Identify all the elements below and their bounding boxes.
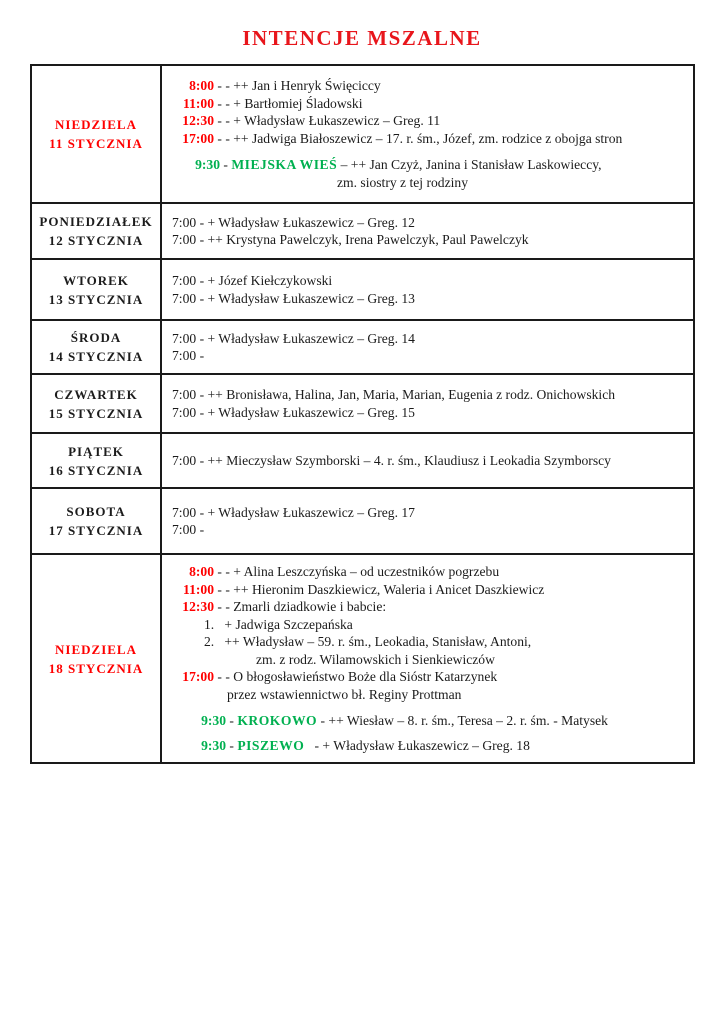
intention-line — [172, 272, 683, 290]
intention-line — [172, 330, 683, 348]
day-date: 14 STYCZNIA — [48, 349, 144, 364]
intention-text: 7:00 - + Józef Kiełczykowski — [172, 273, 333, 288]
time-separator: - — [226, 713, 238, 728]
intention-line — [172, 231, 683, 249]
intention-text: - + Alina Leszczyńska – od uczestników pogrzebu — [225, 564, 500, 579]
intention-line — [172, 156, 683, 174]
intention-text: 7:00 - — [172, 522, 205, 537]
blank-spacer — [172, 147, 683, 156]
day-cell — [32, 434, 162, 487]
intention-line — [172, 521, 683, 539]
intention-line — [172, 633, 683, 651]
intention-text: - + Bartłomiej Śladowski — [225, 95, 363, 111]
intention-text: - Zmarli dziadkowie i babcie: — [225, 599, 387, 614]
intention-line — [172, 347, 683, 365]
day-date: 12 STYCZNIA — [48, 233, 144, 248]
place-name: MIEJSKA WIEŚ — [231, 157, 338, 172]
intention-line — [172, 712, 683, 730]
day-cell — [32, 204, 162, 258]
table-row — [32, 375, 693, 434]
mass-time: 11:00 — [183, 581, 214, 597]
mass-time: 12:30 — [182, 599, 214, 614]
intention-text: 7:00 - + Władysław Łukaszewicz – Greg. 14 — [172, 330, 415, 346]
intention-text: 7:00 - — [172, 348, 205, 363]
mass-time: 9:30 — [201, 737, 226, 753]
intention-text: 7:00 - ++ Krystyna Pawelczyk, Irena Pawelczyk, Paul Pawelczyk — [172, 232, 529, 247]
day-name: PONIEDZIAŁEK — [39, 214, 153, 229]
blank-spacer — [172, 703, 683, 712]
intention-text: - ++ Jadwiga Białoszewicz – 17. r. śm., Józef, zm. rodzice z obojga stron — [225, 130, 623, 146]
day-cell — [32, 260, 162, 319]
mass-time: 8:00 — [189, 78, 214, 93]
day-name: WTOREK — [63, 272, 129, 288]
intention-line — [172, 290, 683, 308]
day-cell — [32, 321, 162, 373]
day-date: 17 STYCZNIA — [48, 523, 144, 538]
intention-line — [172, 686, 683, 704]
intention-text: 7:00 - ++ Bronisława, Halina, Jan, Maria, Marian, Eugenia z rodz. Onichowskich — [172, 387, 616, 402]
intention-text: - + Władysław Łukaszewicz – Greg. 11 — [225, 113, 441, 128]
intention-line — [172, 598, 683, 616]
time-separator: - — [220, 157, 232, 172]
intention-line — [172, 130, 683, 148]
mass-time: 8:00 — [189, 564, 214, 579]
day-name: NIEDZIELA — [55, 641, 137, 657]
mass-time: 17:00 — [182, 130, 214, 146]
time-separator: - — [214, 564, 226, 579]
time-separator: - — [214, 78, 226, 93]
intention-line — [172, 452, 683, 470]
table-row — [32, 260, 693, 321]
intention-line — [172, 737, 683, 755]
table-row — [32, 204, 693, 260]
intention-line — [172, 77, 683, 95]
day-cell — [32, 375, 162, 432]
day-name: PIĄTEK — [68, 443, 124, 459]
intentions-cell — [162, 204, 693, 258]
intentions-cell — [162, 489, 693, 553]
intentions-cell — [162, 66, 693, 202]
intention-line — [172, 214, 683, 232]
place-name: PISZEWO — [237, 737, 305, 753]
intention-text: - ++ Hieronim Daszkiewicz, Waleria i Anicet Daszkiewicz — [225, 581, 545, 597]
intention-line — [172, 174, 683, 192]
time-separator: - — [214, 581, 226, 597]
table-row — [32, 434, 693, 489]
intention-line — [172, 504, 683, 522]
intention-text: - + Władysław Łukaszewicz – Greg. 18 — [304, 737, 530, 753]
mass-time: 11:00 — [183, 95, 214, 111]
intention-text: przez wstawiennictwo bł. Reginy Prottman — [227, 686, 462, 702]
intention-text: - ++ Jan i Henryk Święciccy — [225, 78, 381, 93]
table-row — [32, 66, 693, 204]
place-name: KROKOWO — [237, 713, 318, 728]
time-separator: - — [226, 737, 238, 753]
mass-time: 17:00 — [182, 669, 214, 684]
intention-text: 7:00 - + Władysław Łukaszewicz – Greg. 17 — [172, 504, 415, 520]
day-date: 11 STYCZNIA — [49, 136, 143, 151]
intentions-cell — [162, 260, 693, 319]
table-row — [32, 489, 693, 555]
time-separator: - — [214, 599, 226, 614]
intentions-cell — [162, 321, 693, 373]
intention-line — [172, 112, 683, 130]
day-cell — [32, 66, 162, 202]
intention-text: 7:00 - + Władysław Łukaszewicz – Greg. 13 — [172, 290, 415, 306]
day-name: NIEDZIELA — [55, 117, 137, 132]
intention-line — [172, 386, 683, 404]
intention-text: 2. ++ Władysław – 59. r. śm., Leokadia, Stanisław, Antoni, — [204, 634, 532, 649]
intention-line — [172, 563, 683, 581]
time-separator: - — [214, 669, 226, 684]
intention-text: - ++ Wiesław – 8. r. śm., Teresa – 2. r. śm. - Matysek — [317, 713, 608, 728]
intentions-cell — [162, 555, 693, 762]
intention-line — [172, 668, 683, 686]
intention-text: 7:00 - ++ Mieczysław Szymborski – 4. r. śm., Klaudiusz i Leokadia Szymborscy — [172, 452, 611, 468]
page-title: INTENCJE MSZALNE — [242, 26, 482, 50]
mass-intentions-table — [30, 64, 695, 764]
intention-text: 1. + Jadwiga Szczepańska — [204, 616, 353, 632]
mass-time: 9:30 — [201, 713, 226, 728]
intention-line — [172, 404, 683, 422]
time-separator: - — [214, 95, 226, 111]
day-date: 13 STYCZNIA — [48, 291, 144, 307]
day-name: ŚRODA — [70, 330, 122, 345]
intention-text: 7:00 - + Władysław Łukaszewicz – Greg. 12 — [172, 214, 415, 230]
intentions-cell — [162, 375, 693, 432]
time-separator: - — [214, 113, 226, 128]
table-row — [32, 321, 693, 375]
day-cell — [32, 555, 162, 762]
day-date: 15 STYCZNIA — [48, 405, 144, 421]
day-date: 16 STYCZNIA — [48, 462, 144, 478]
intention-line — [172, 95, 683, 113]
intention-text: 7:00 - + Władysław Łukaszewicz – Greg. 15 — [172, 404, 415, 420]
intention-text: - O błogosławieństwo Boże dla Sióstr Katarzynek — [225, 669, 498, 684]
mass-time: 9:30 — [195, 157, 220, 172]
intention-text: – ++ Jan Czyż, Janina i Stanisław Laskowieccy, — [337, 157, 602, 172]
intention-line — [172, 616, 683, 634]
intention-line — [172, 651, 683, 669]
intentions-cell — [162, 434, 693, 487]
intention-text: zm. siostry z tej rodziny — [337, 174, 468, 190]
mass-time: 12:30 — [182, 113, 214, 128]
table-row — [32, 555, 693, 762]
day-date: 18 STYCZNIA — [48, 660, 144, 676]
day-cell — [32, 489, 162, 553]
day-name: SOBOTA — [66, 504, 126, 519]
intention-text: zm. z rodz. Wilamowskich i Sienkiewiczów — [256, 651, 495, 667]
day-name: CZWARTEK — [54, 386, 138, 402]
intention-line — [172, 581, 683, 599]
time-separator: - — [214, 130, 226, 146]
